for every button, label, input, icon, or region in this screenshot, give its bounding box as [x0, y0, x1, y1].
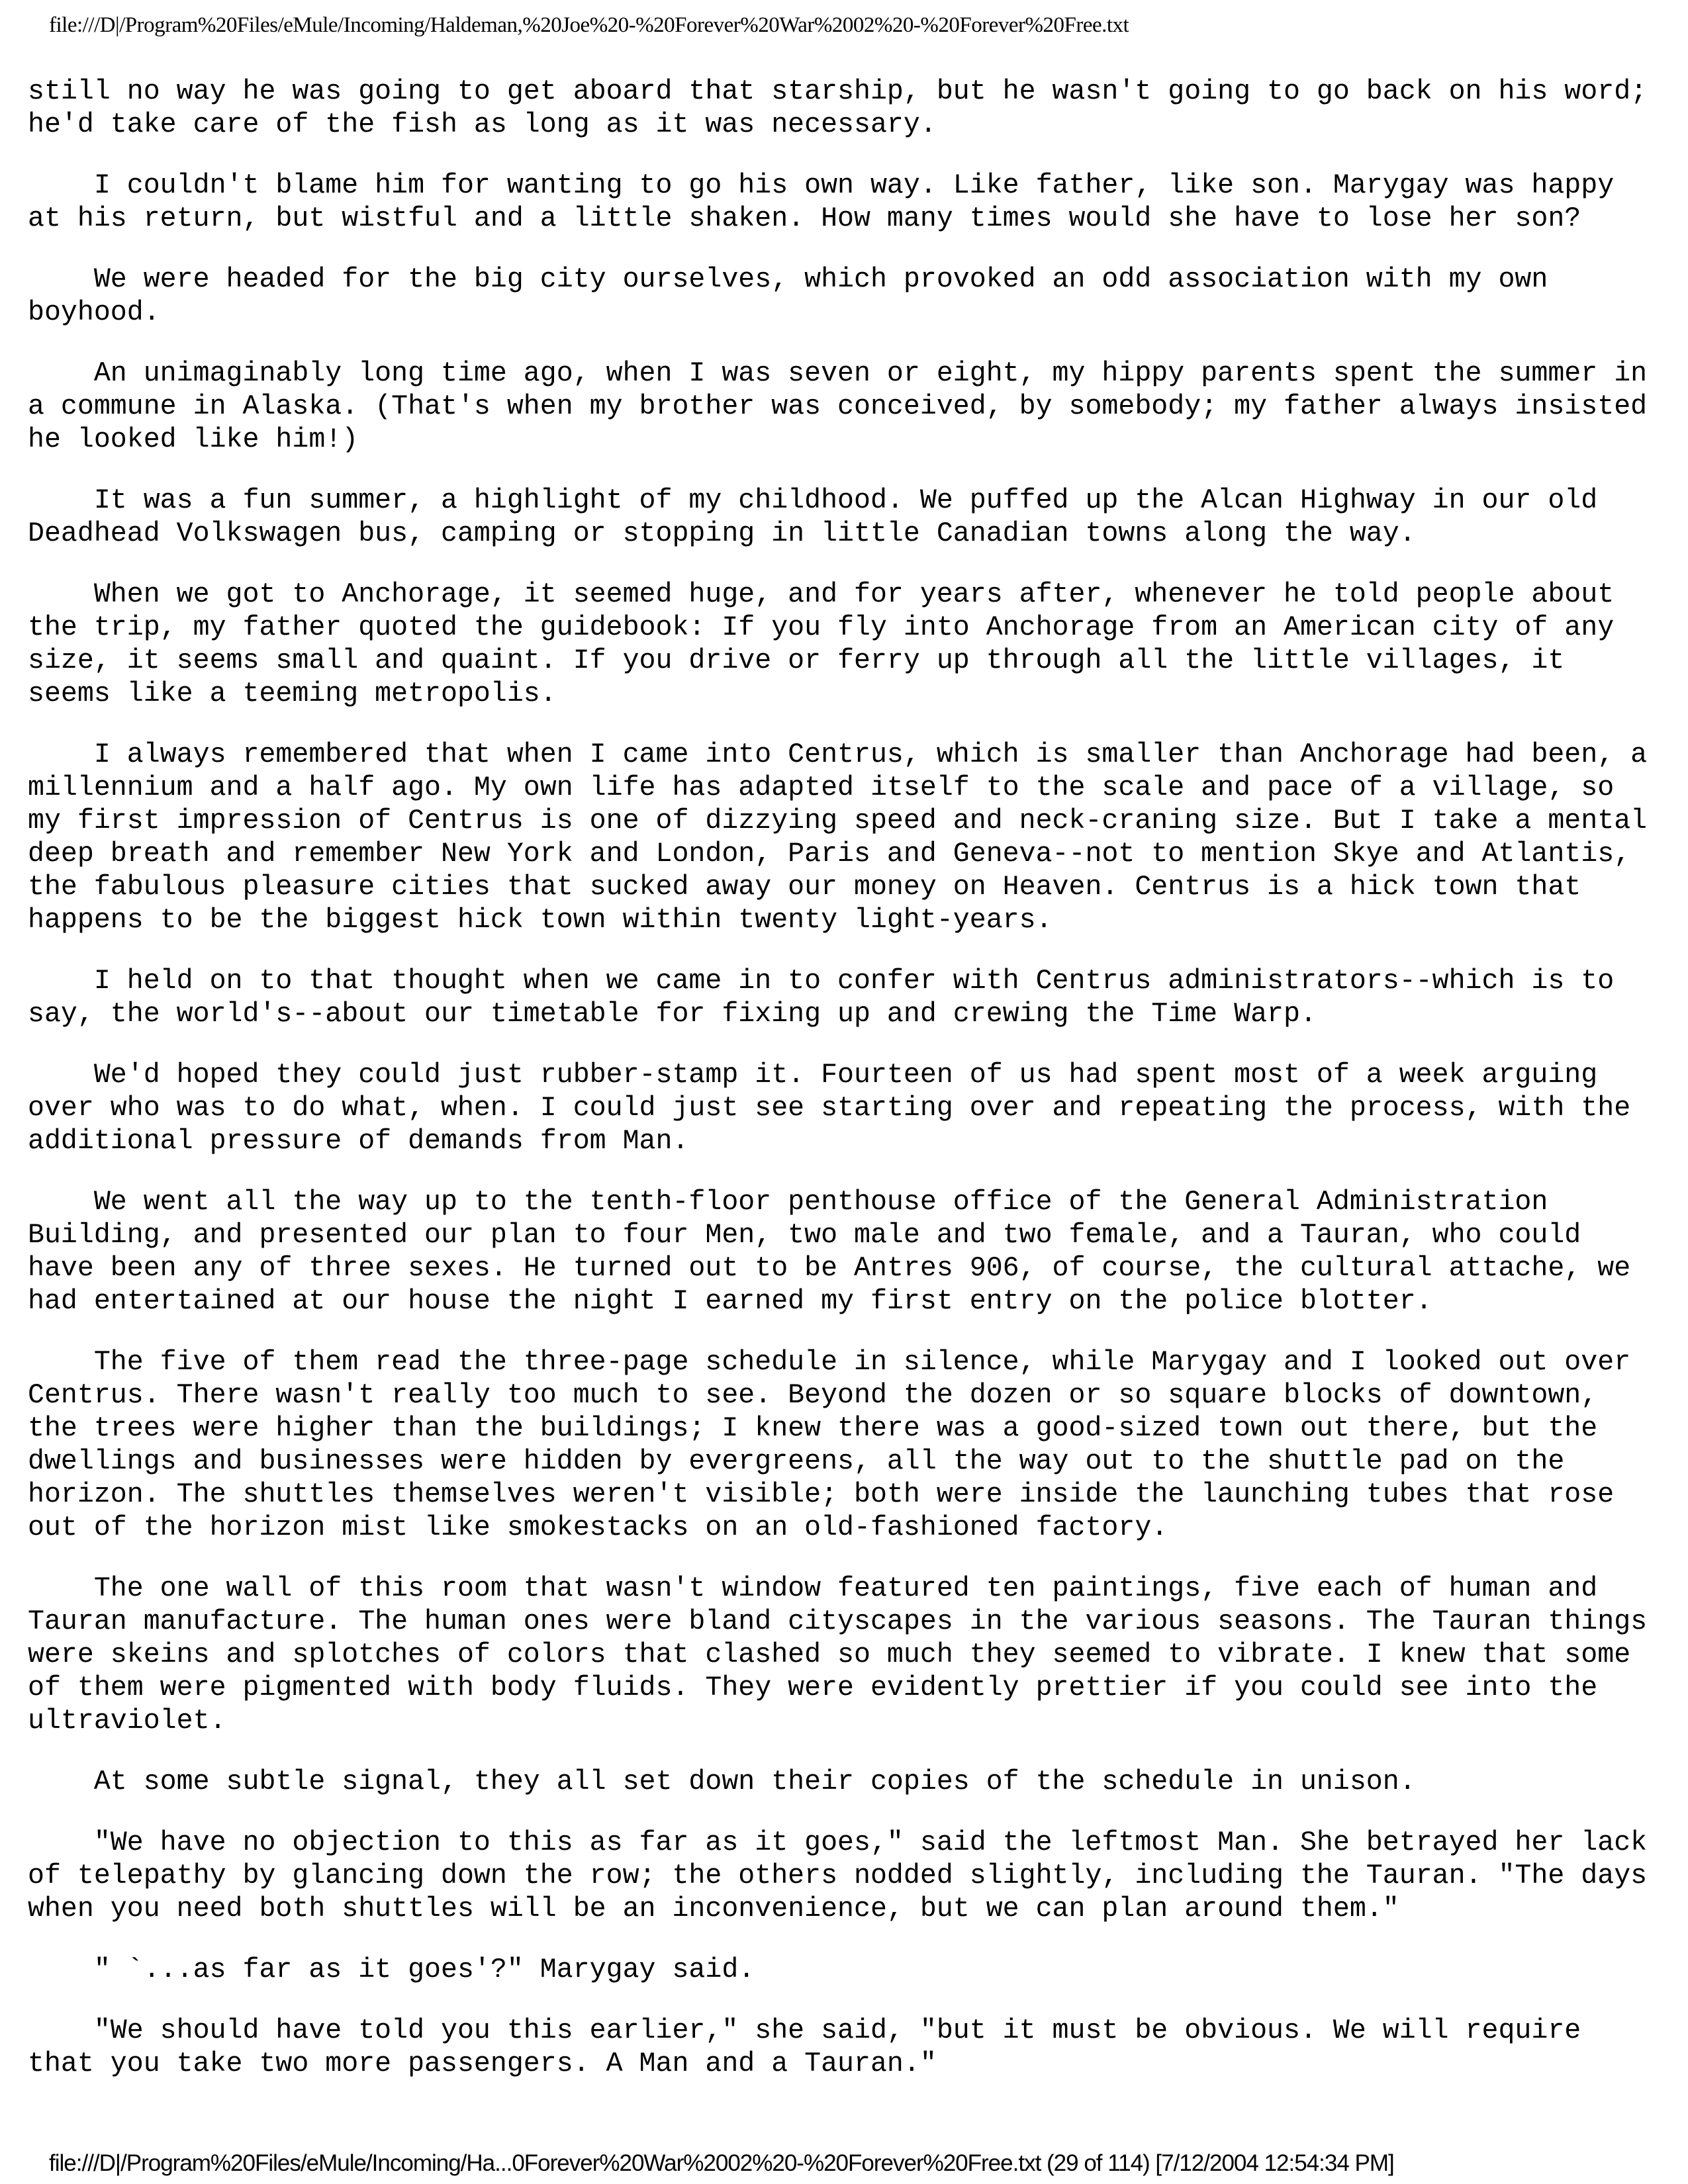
text-line: happens to be the biggest hick town within twenty light-years. [28, 905, 1053, 936]
text-line: of them were pigmented with body fluids. They were evidently prettier if you could see into the [28, 1672, 1598, 1704]
paragraph [28, 1766, 1669, 1799]
text-line: An unimaginably long time ago, when I was seven or eight, my hippy parents spent the summer in [28, 358, 1648, 389]
paragraph [28, 1346, 1669, 1545]
text-line: "We have no objection to this as far as it goes," said the leftmost Man. She betrayed her lack [28, 1827, 1648, 1858]
text-line: I always remembered that when I came into Centrus, which is smaller than Anchorage had been, a [28, 739, 1648, 770]
text-line: at his return, but wistful and a little shaken. How many times would she have to lose her son? [28, 203, 1581, 234]
paragraph [28, 578, 1669, 711]
text-line: when you need both shuttles will be an inconvenience, but we can plan around them." [28, 1893, 1399, 1925]
text-line: millennium and a half ago. My own life has adapted itself to the scale and pace of a village, so [28, 772, 1615, 803]
paragraph [28, 2015, 1669, 2081]
text-line: a commune in Alaska. (That's when my brother was conceived, by somebody; my father always insisted [28, 391, 1648, 422]
text-line: When we got to Anchorage, it seemed huge, and for years after, whenever he told people about [28, 579, 1615, 610]
text-line: We went all the way up to the tenth-floor penthouse office of the General Administration [28, 1187, 1548, 1218]
text-line: deep breath and remember New York and London, Paris and Geneva--not to mention Skye and Atlantis, [28, 839, 1631, 870]
text-line: The one wall of this room that wasn't window featured ten paintings, five each of human and [28, 1573, 1598, 1604]
paragraph [28, 1186, 1669, 1318]
text-line: that you take two more passengers. A Man and a Tauran." [28, 2048, 937, 2079]
text-line: of telepathy by glancing down the row; the others nodded slightly, including the Tauran. "The days [28, 1860, 1648, 1891]
text-line: the fabulous pleasure cities that sucked away our money on Heaven. Centrus is a hick town that [28, 872, 1581, 903]
paragraph [28, 263, 1669, 330]
text-line: Building, and presented our plan to four Men, two male and two female, and a Tauran, who could [28, 1220, 1581, 1251]
text-line: additional pressure of demands from Man. [28, 1126, 689, 1157]
text-line: size, it seems small and quaint. If you drive or ferry up through all the little villages, it [28, 645, 1565, 676]
paragraph [28, 75, 1669, 142]
text-line: the trees were higher than the buildings; I knew there was a good-sized town out there, but the [28, 1413, 1598, 1444]
text-line: I held on to that thought when we came in to confer with Centrus administrators--which is to [28, 966, 1615, 997]
text-line: the trip, my father quoted the guidebook: If you fly into Anchorage from an American city of any [28, 612, 1615, 643]
text-line: had entertained at our house the night I earned my first entry on the police blotter. [28, 1286, 1432, 1317]
text-line: ultraviolet. [28, 1706, 226, 1737]
paragraph [28, 1059, 1669, 1158]
text-line: At some subtle signal, they all set down their copies of the schedule in unison. [28, 1766, 1416, 1797]
text-line: I couldn't blame him for wanting to go his own way. Like father, like son. Marygay was happy [28, 170, 1615, 201]
text-line: It was a fun summer, a highlight of my childhood. We puffed up the Alcan Highway in our old [28, 485, 1598, 516]
text-line: horizon. The shuttles themselves weren't visible; both were inside the launching tubes that rose [28, 1479, 1615, 1510]
text-line: We'd hoped they could just rubber-stamp it. Fourteen of us had spent most of a week arguing [28, 1060, 1598, 1091]
paragraph [28, 169, 1669, 236]
text-line: seems like a teeming metropolis. [28, 678, 557, 709]
text-line: have been any of three sexes. He turned out to be Antres 906, of course, the cultural attache, we [28, 1253, 1631, 1284]
text-line: still no way he was going to get aboard that starship, but he wasn't going to go back on his word; [28, 76, 1648, 107]
text-line: "We should have told you this earlier," she said, "but it must be obvious. We will require [28, 2015, 1581, 2046]
page-footer: file:///D|/Program%20Files/eMule/Incoming/Ha...0Forever%20War%2002%20-%20Forever%20Free.txt (29 of 114) [7/12/2004 12:54:34 PM] [49, 2150, 1394, 2176]
paragraph [28, 484, 1669, 551]
text-line: over who was to do what, when. I could just see starting over and repeating the process, with the [28, 1093, 1631, 1124]
text-line: We were headed for the big city ourselves, which provoked an odd association with my own [28, 264, 1548, 295]
paragraph [28, 1827, 1669, 1926]
paragraph [28, 1954, 1669, 1987]
paragraph [28, 739, 1669, 937]
text-line: Centrus. There wasn't really too much to see. Beyond the dozen or so square blocks of downtown, [28, 1380, 1598, 1411]
text-line: my first impression of Centrus is one of dizzying speed and neck-craning size. But I take a mental [28, 805, 1648, 837]
text-line: say, the world's--about our timetable for fixing up and crewing the Time Warp. [28, 999, 1317, 1030]
text-line: dwellings and businesses were hidden by evergreens, all the way out to the shuttle pad on the [28, 1446, 1565, 1477]
text-line: The five of them read the three-page schedule in silence, while Marygay and I looked out over [28, 1347, 1631, 1378]
text-line: " `...as far as it goes'?" Marygay said. [28, 1954, 755, 1985]
text-line: Deadhead Volkswagen bus, camping or stopping in little Canadian towns along the way. [28, 518, 1416, 549]
paragraph [28, 357, 1669, 457]
page-header-path: file:///D|/Program%20Files/eMule/Incoming/Haldeman,%20Joe%20-%20Forever%20War%2002%20-%20Forever%20Free.txt [49, 13, 1129, 37]
text-line: out of the horizon mist like smokestacks on an old-fashioned factory. [28, 1512, 1168, 1543]
text-line: he'd take care of the fish as long as it was necessary. [28, 109, 937, 140]
text-line: boyhood. [28, 297, 160, 328]
document-body [28, 75, 1669, 2109]
text-line: Tauran manufacture. The human ones were bland cityscapes in the various seasons. The Tauran things [28, 1606, 1648, 1637]
text-line: he looked like him!) [28, 424, 359, 455]
text-line: were skeins and splotches of colors that clashed so much they seemed to vibrate. I knew that some [28, 1639, 1631, 1670]
paragraph [28, 1572, 1669, 1738]
paragraph [28, 965, 1669, 1031]
